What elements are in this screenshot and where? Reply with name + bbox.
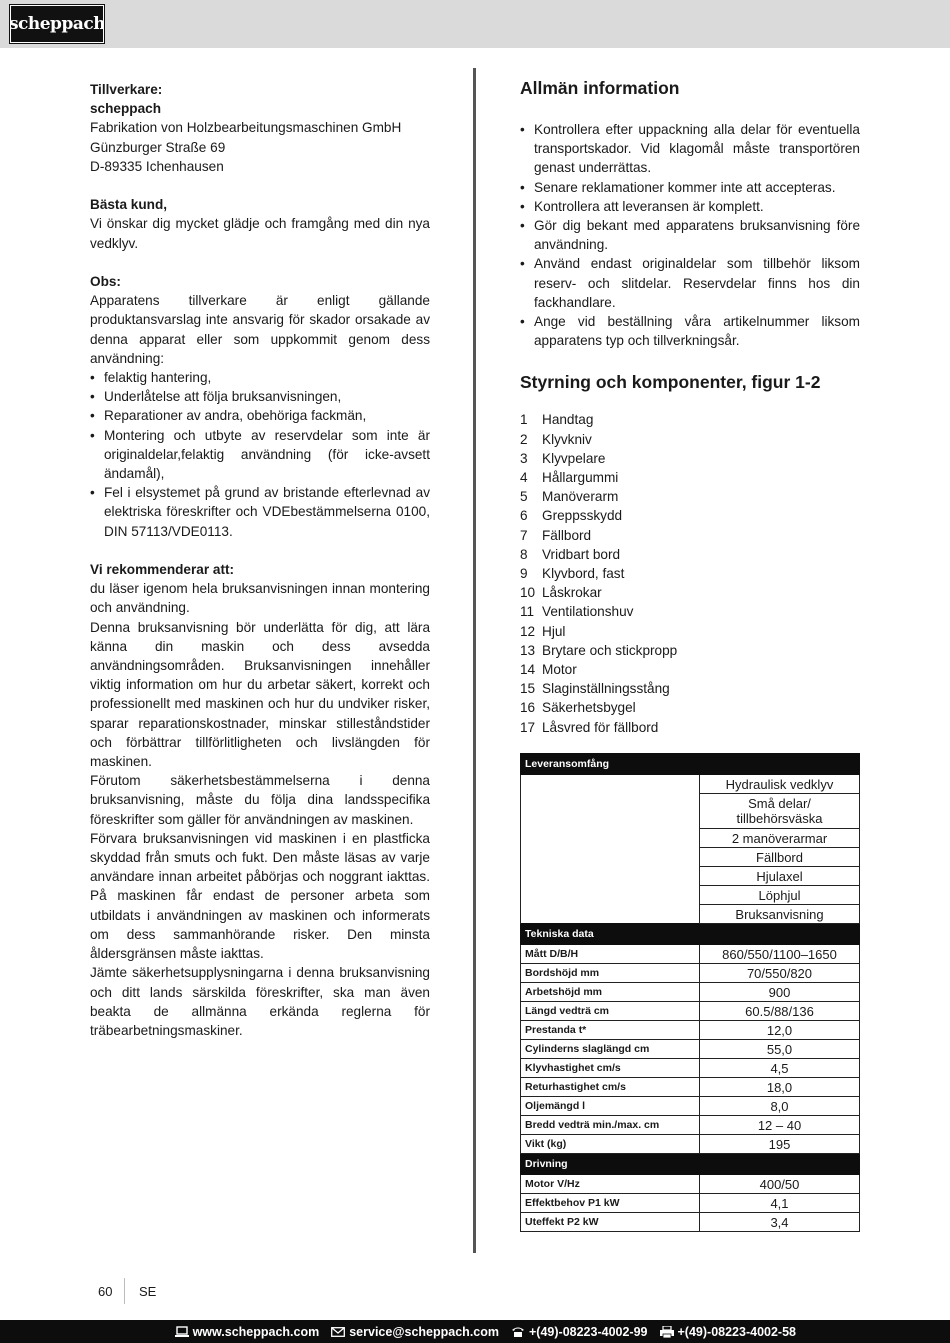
header-bar — [0, 0, 950, 48]
component-item: 8 Vridbart bord — [520, 546, 621, 562]
table-row: Motor V/Hz 400/50 — [521, 1175, 860, 1194]
page-number-divider — [124, 1278, 125, 1304]
component-item: 5 Manöverarm — [520, 489, 619, 505]
table-row: Prestanda t* 12,0 — [521, 1021, 860, 1040]
table-section-header: Tekniska data — [521, 924, 860, 945]
component-item: 17 Låsvred för fällbord — [520, 719, 659, 735]
list-item: • Kontrollera efter uppackning alla delar för eventuella transportskador. Vid klagomål måste transportören genast underrättas. — [520, 120, 860, 178]
general-info-list — [520, 120, 860, 350]
language-code: SE — [139, 1284, 157, 1299]
table-row: Löphjul — [521, 886, 860, 905]
component-item: 11 Ventilationshuv — [520, 604, 634, 620]
component-item: 12 Hjul — [520, 623, 566, 639]
component-item: 15 Slaginställningsstång — [520, 681, 670, 697]
phone-number[interactable]: +(49)-08223-4002-99 — [529, 1324, 648, 1339]
greeting-heading: Bästa kund, — [90, 197, 168, 213]
delivery-empty-cell — [521, 775, 700, 924]
footer-web[interactable] — [175, 1325, 320, 1339]
email-link[interactable]: service@scheppach.com — [349, 1324, 499, 1339]
recommendation-paragraph: Denna bruksanvisning bör underlätta för dig, att lära känna din maskin och dess avsedda användningsområden. Bruksanvisningen innehåller viktig information om hur du arbetar säkert, korrekt och professionellt med maskinen och hur du undviker risker, sparar reparationskostnader, minskar stilleståndstider och förbättrar tillförlitligheten och livslängden för maskinen. — [90, 619, 430, 770]
list-item: • Gör dig bekant med apparatens bruksanvisning före användning. — [520, 216, 860, 254]
list-item: • Ange vid beställning våra artikelnummer liksom apparatens typ och tillverkningsår. — [520, 312, 860, 350]
components-heading: Styrning och komponenter, figur 1-2 — [520, 372, 821, 393]
table-row: Vikt (kg) 195 — [521, 1135, 860, 1154]
list-item: • felaktig hantering, — [90, 368, 430, 387]
greeting-block — [90, 195, 430, 253]
component-item: 4 Hållargummi — [520, 470, 619, 486]
table-row: Mått D/B/H 860/550/1100–1650 — [521, 945, 860, 964]
computer-icon — [175, 1326, 189, 1337]
footer-fax[interactable] — [660, 1325, 797, 1339]
note-bullet-list — [90, 368, 430, 541]
list-item: • Senare reklamationer kommer inte att accepteras. — [520, 178, 860, 197]
component-item: 6 Greppsskydd — [520, 508, 623, 524]
table-row: 2 manöverarmar — [521, 829, 860, 848]
component-item: 3 Klyvpelare — [520, 450, 606, 466]
table-row: Hjulaxel — [521, 867, 860, 886]
list-item: • Underlåtelse att följa bruksanvisningen, — [90, 387, 430, 406]
list-item: • Reparationer av andra, obehöriga fackmän, — [90, 406, 430, 425]
table-row: Returhastighet cm/s 18,0 — [521, 1078, 860, 1097]
footer-phone[interactable] — [511, 1325, 648, 1339]
component-item: 1 Handtag — [520, 412, 594, 428]
note-text: Apparatens tillverkare är enligt gällande produktansvarslag inte ansvarig för skador orsakade av denna apparat eller som uppkommit genom dess användning: — [90, 293, 430, 366]
table-row: Fällbord — [521, 848, 860, 867]
general-info-heading: Allmän information — [520, 78, 680, 98]
component-item: 14 Motor — [520, 662, 577, 678]
table-row: Små delar/ tillbehörsväska — [521, 794, 860, 829]
list-item: • Montering och utbyte av reservdelar som inte är originaldelar,felaktig användning (för icke-avsett ändamål), — [90, 426, 430, 484]
component-item: 2 Klyvkniv — [520, 431, 592, 447]
footer-email[interactable] — [331, 1325, 499, 1339]
footer-bar — [0, 1320, 950, 1343]
manufacturer-block — [90, 80, 430, 176]
spec-table — [520, 753, 860, 1232]
page-number: 60 — [98, 1284, 113, 1299]
phone-icon — [511, 1326, 525, 1337]
manufacturer-line: Fabrikation von Holzbearbeitungsmaschinen GmbH — [90, 120, 402, 136]
table-row: Bredd vedträ min./max. cm 12 – 40 — [521, 1116, 860, 1135]
manufacturer-line: D-89335 Ichenhausen — [90, 158, 224, 174]
recommendation-paragraph: Jämte säkerhetsupplysningarna i denna bruksanvisning och ditt lands särskilda föreskrifter, ska man även beakta de allmänna erkända reglerna för träbearbetningsmaskiner. — [90, 965, 430, 1038]
components-list — [520, 410, 860, 736]
list-item: • Använd endast originaldelar som tillbehör liksom reserv- och slitdelar. Reservdelar finns hos din fackhandlare. — [520, 254, 860, 312]
logo-text: scheppach — [8, 14, 106, 34]
table-row: Bruksanvisning — [521, 905, 860, 924]
component-item: 9 Klyvbord, fast — [520, 566, 625, 582]
column-divider — [473, 68, 476, 1253]
manufacturer-line: Günzburger Straße 69 — [90, 139, 226, 155]
table-row: Cylinderns slaglängd cm 55,0 — [521, 1040, 860, 1059]
table-row: Bordshöjd mm 70/550/820 — [521, 964, 860, 983]
table-section-header: Drivning — [521, 1154, 860, 1175]
manufacturer-heading: Tillverkare: — [90, 82, 163, 97]
note-block — [90, 272, 430, 541]
recommendation-block — [90, 560, 430, 1040]
table-row: Klyvhastighet cm/s 4,5 — [521, 1059, 860, 1078]
greeting-text: Vi önskar dig mycket glädje och framgång med din nya vedklyv. — [90, 216, 430, 251]
component-item: 16 Säkerhetsbygel — [520, 700, 636, 716]
table-row: Arbetshöjd mm 900 — [521, 983, 860, 1002]
list-item: • Fel i elsystemet på grund av bristande efterlevnad av elektriska föreskrifter och VDEbestämmelserna 0100, DIN 57113/VDE0113. — [90, 483, 430, 541]
recommendation-paragraph: Förutom säkerhetsbestämmelserna i denna bruksanvisning, måste du följa dina landsspecifika föreskrifter som gäller för användningen av maskinen. — [90, 773, 430, 827]
table-section-header: Leveransomfång — [521, 754, 860, 775]
table-row: Effektbehov P1 kW 4,1 — [521, 1194, 860, 1213]
list-item: • Kontrollera att leveransen är komplett. — [520, 197, 860, 216]
email-icon — [331, 1327, 345, 1337]
component-item: 7 Fällbord — [520, 527, 592, 543]
table-row: Uteffekt P2 kW 3,4 — [521, 1213, 860, 1232]
right-column — [520, 76, 860, 737]
recommendation-paragraph: du läser igenom hela bruksanvisningen innan montering och användning. — [90, 581, 430, 616]
website-link[interactable]: www.scheppach.com — [192, 1324, 320, 1339]
table-row: Längd vedträ cm 60.5/88/136 — [521, 1002, 860, 1021]
component-item: 13 Brytare och stickpropp — [520, 642, 678, 658]
recommendation-heading: Vi rekommenderar att: — [90, 562, 235, 578]
left-column — [90, 80, 430, 1040]
fax-icon — [660, 1326, 674, 1338]
note-heading: Obs: — [90, 274, 121, 289]
scheppach-logo — [10, 5, 104, 43]
fax-number[interactable]: +(49)-08223-4002-58 — [677, 1324, 796, 1339]
manufacturer-name: scheppach — [90, 101, 162, 117]
recommendation-paragraph: Förvara bruksanvisningen vid maskinen i en plastficka skyddad från smuts och fukt. Den måste läsas av varje användare innan arbeitet påbörjas och noggrant iakttas. På maskinen får endast de personer arbeta som utbildats i användningen av maskinen och informerats om dess sammanhörande risker. Den minsta åldersgränsen måste iakttas. — [90, 830, 430, 962]
component-item: 10 Låskrokar — [520, 585, 602, 601]
table-row: Hydraulisk vedklyv — [521, 775, 860, 794]
table-row: Oljemängd l 8,0 — [521, 1097, 860, 1116]
